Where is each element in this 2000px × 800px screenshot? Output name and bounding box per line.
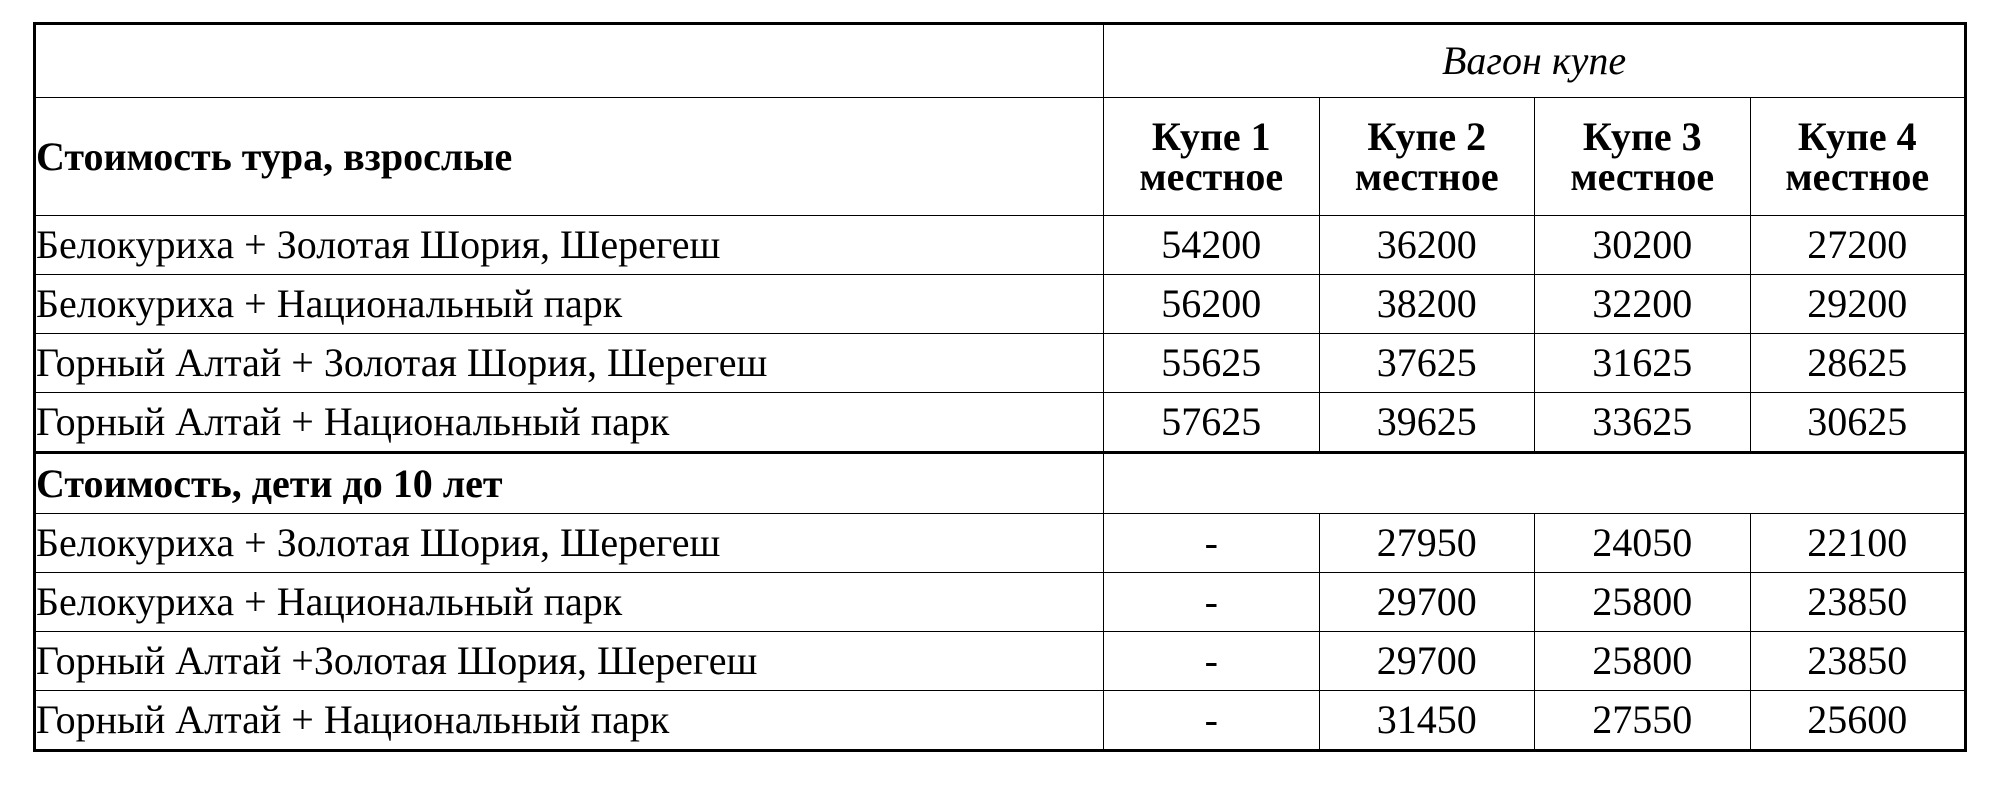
empty-corner-cell — [35, 24, 1104, 98]
price-cell: 31450 — [1319, 691, 1535, 751]
price-cell: - — [1104, 514, 1320, 573]
price-cell: 31625 — [1535, 334, 1751, 393]
price-cell: 54200 — [1104, 216, 1320, 275]
route-cell: Белокуриха + Национальный парк — [35, 573, 1104, 632]
price-cell: - — [1104, 632, 1320, 691]
table-row — [35, 216, 1966, 275]
compartment-header-1 — [1104, 98, 1320, 216]
route-cell: Белокуриха + Золотая Шория, Шерегеш — [35, 514, 1104, 573]
compartment-header-line1: Купе 3 — [1582, 113, 1702, 159]
route-cell: Горный Алтай + Национальный парк — [35, 691, 1104, 751]
compartment-header-line2: местное — [1139, 153, 1284, 199]
price-cell: 32200 — [1535, 275, 1751, 334]
table-row — [35, 573, 1966, 632]
compartment-header-line1: Купе 2 — [1367, 113, 1487, 159]
price-cell: 33625 — [1535, 393, 1751, 453]
route-cell: Горный Алтай + Национальный парк — [35, 393, 1104, 453]
price-cell: 24050 — [1535, 514, 1751, 573]
price-cell: 56200 — [1104, 275, 1320, 334]
price-cell: 23850 — [1750, 573, 1966, 632]
price-cell: 57625 — [1104, 393, 1320, 453]
price-cell: 29700 — [1319, 632, 1535, 691]
route-cell: Белокуриха + Национальный парк — [35, 275, 1104, 334]
price-cell: 38200 — [1319, 275, 1535, 334]
route-cell: Горный Алтай + Золотая Шория, Шерегеш — [35, 334, 1104, 393]
price-cell: 22100 — [1750, 514, 1966, 573]
price-cell: 25800 — [1535, 632, 1751, 691]
table-row — [35, 691, 1966, 751]
price-cell: 25800 — [1535, 573, 1751, 632]
tour-price-table — [33, 22, 1967, 752]
price-cell: 23850 — [1750, 632, 1966, 691]
price-cell: - — [1104, 573, 1320, 632]
child-section-row — [35, 453, 1966, 514]
price-cell: 30200 — [1535, 216, 1751, 275]
table-row — [35, 393, 1966, 453]
compartment-header-line2: местное — [1570, 153, 1715, 199]
adult-section-title: Стоимость тура, взрослые — [35, 98, 1104, 216]
price-cell: - — [1104, 691, 1320, 751]
route-cell: Белокуриха + Золотая Шория, Шерегеш — [35, 216, 1104, 275]
table-row — [35, 275, 1966, 334]
table-row — [35, 334, 1966, 393]
price-cell: 30625 — [1750, 393, 1966, 453]
compartment-header-line2: местное — [1785, 153, 1930, 199]
compartment-header-4 — [1750, 98, 1966, 216]
compartment-header-line1: Купе 4 — [1797, 113, 1917, 159]
header-row-compartments — [35, 98, 1966, 216]
price-cell: 28625 — [1750, 334, 1966, 393]
wagon-type-header: Вагон купе — [1104, 24, 1966, 98]
price-cell: 25600 — [1750, 691, 1966, 751]
price-cell: 55625 — [1104, 334, 1320, 393]
header-row-wagon — [35, 24, 1966, 98]
price-cell: 29200 — [1750, 275, 1966, 334]
price-cell: 27550 — [1535, 691, 1751, 751]
table-row — [35, 632, 1966, 691]
price-cell: 27200 — [1750, 216, 1966, 275]
price-cell: 37625 — [1319, 334, 1535, 393]
compartment-header-line2: местное — [1354, 153, 1499, 199]
price-cell: 39625 — [1319, 393, 1535, 453]
table-row — [35, 514, 1966, 573]
table-body — [35, 24, 1966, 751]
compartment-header-line1: Купе 1 — [1151, 113, 1271, 159]
child-section-title: Стоимость, дети до 10 лет — [35, 453, 1104, 514]
price-cell: 29700 — [1319, 573, 1535, 632]
compartment-header-3 — [1535, 98, 1751, 216]
price-cell: 27950 — [1319, 514, 1535, 573]
child-section-blank — [1104, 453, 1966, 514]
price-cell: 36200 — [1319, 216, 1535, 275]
route-cell: Горный Алтай +Золотая Шория, Шерегеш — [35, 632, 1104, 691]
compartment-header-2 — [1319, 98, 1535, 216]
